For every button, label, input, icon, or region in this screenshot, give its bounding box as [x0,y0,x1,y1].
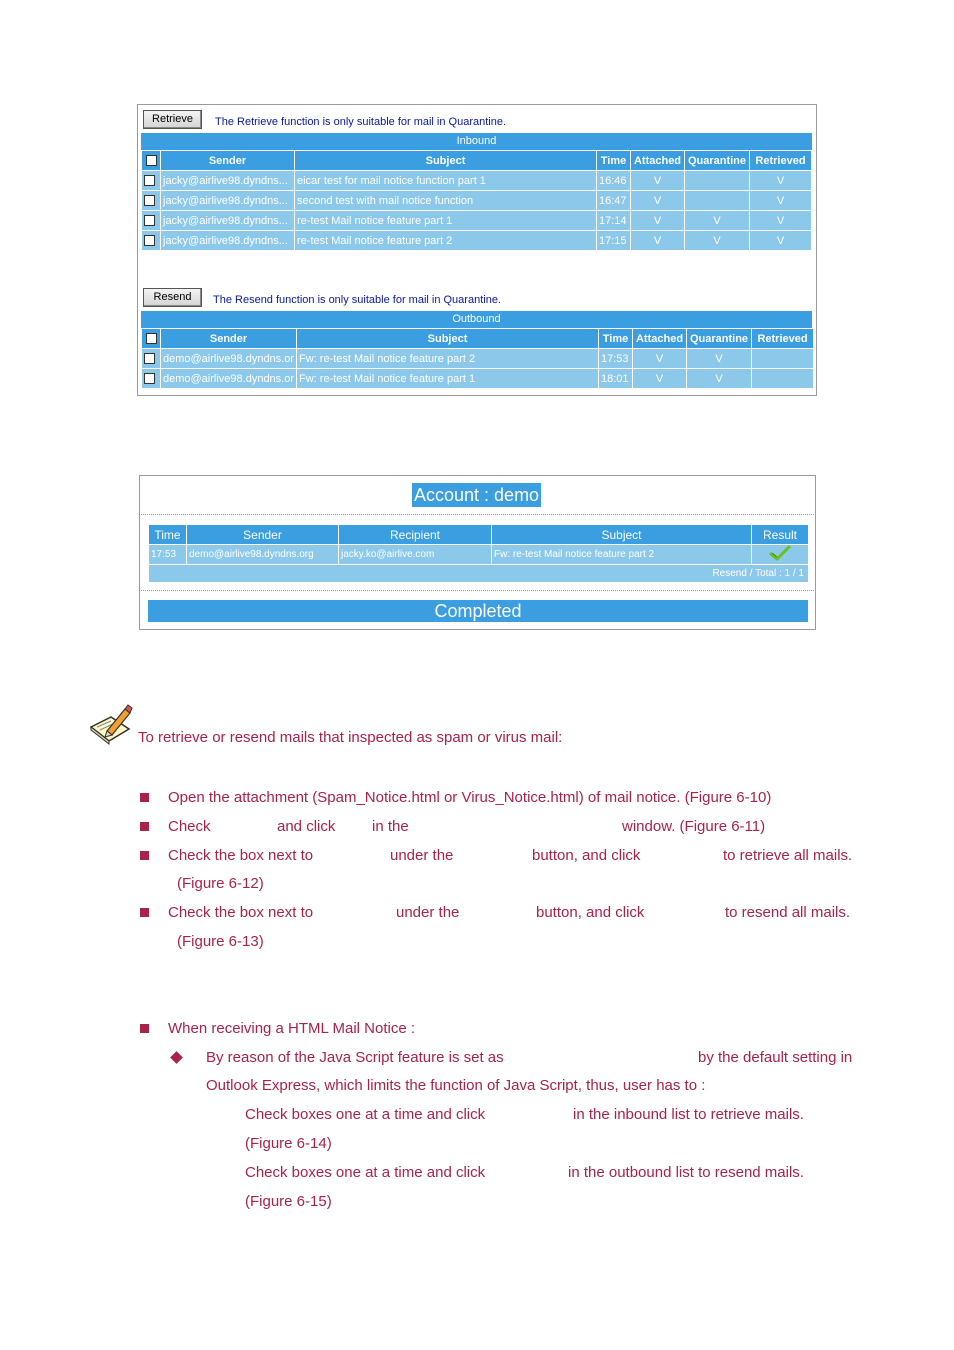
col-subject: Subject [295,151,597,171]
row-subject: eicar test for mail notice function part 1 [295,171,597,191]
intro-text: To retrieve or resend mails that inspected as spam or virus mail: [138,729,563,746]
row-subject: Fw: re-test Mail notice feature part 2 [492,545,752,565]
step-retrieve-figure-ref: (Figure 6-12) [177,875,264,892]
row-time: 16:47 [597,191,631,211]
row-retrieved: V [750,191,812,211]
completed-status: Completed [148,600,808,622]
row-quarantine [685,191,750,211]
resend-total: Resend / Total : 1 / 1 [149,565,809,583]
col-retrieved: Retrieved [752,329,814,349]
row-quarantine: V [685,231,750,251]
col-time: Time [149,525,187,545]
row-retrieved: V [750,231,812,251]
row-retrieved: V [750,211,812,231]
java-script-note: By reason of the Java Script feature is set as [206,1049,504,1066]
note-pencil-icon [89,703,133,745]
step-retrieve-text: button, and click [532,847,641,864]
row-checkbox[interactable] [142,349,161,369]
row-retrieved [752,369,814,389]
col-time: Time [599,329,633,349]
row-sender: jacky@airlive98.dyndns... [161,171,295,191]
resend-button[interactable]: Resend [143,288,202,307]
row-time: 17:53 [599,349,633,369]
result-cell [752,545,809,565]
row-checkbox[interactable] [142,191,161,211]
col-sender: Sender [187,525,339,545]
row-sender: jacky@airlive98.dyndns... [161,211,295,231]
select-all-outbound-checkbox[interactable] [142,329,161,349]
html-notice-heading: When receiving a HTML Mail Notice : [168,1020,416,1037]
col-time: Time [597,151,631,171]
row-attached: V [631,231,685,251]
col-sender: Sender [161,151,295,171]
row-retrieved: V [750,171,812,191]
step-retrieve-text: to retrieve all mails. [723,847,853,864]
col-result: Result [752,525,809,545]
step-check-text: window. (Figure 6-11) [622,818,766,835]
checkbox[interactable] [144,373,155,384]
col-recipient: Recipient [339,525,492,545]
checkbox[interactable] [144,195,155,206]
divider [141,590,814,591]
col-subject: Subject [297,329,599,349]
account-title: Account : demo [414,485,540,505]
row-sender: demo@airlive98.dyndns.or [161,369,297,389]
col-sender: Sender [161,329,297,349]
col-attached: Attached [631,151,685,171]
bullet-icon [140,851,149,860]
checkbox[interactable] [144,353,155,364]
col-subject: Subject [492,525,752,545]
java-script-note-line2: Outlook Express, which limits the function of Java Script, thus, user has to : [206,1077,706,1094]
bullet-icon [140,908,149,917]
step-check-text: in the [372,818,409,835]
inbound-instruction: in the inbound list to retrieve mails. [573,1106,804,1123]
row-attached: V [631,191,685,211]
row-attached: V [633,369,687,389]
table-row [142,171,812,191]
step-resend-text: under the [396,904,460,921]
row-sender: demo@airlive98.dyndns.org [187,545,339,565]
table-row [149,545,809,565]
row-time: 18:01 [599,369,633,389]
inbound-figure-ref: (Figure 6-14) [245,1135,332,1152]
resend-note: The Resend function is only suitable for mail in Quarantine. [213,294,501,306]
row-checkbox[interactable] [142,211,161,231]
table-footer-row [149,565,809,583]
step-resend-text: to resend all mails. [725,904,851,921]
step-check-text: Check [168,818,211,835]
checkbox[interactable] [144,215,155,226]
row-subject: re-test Mail notice feature part 1 [295,211,597,231]
outbound-instruction: Check boxes one at a time and click [245,1164,486,1181]
table-row [142,231,812,251]
row-subject: Fw: re-test Mail notice feature part 2 [297,349,599,369]
step-retrieve-text: under the [390,847,454,864]
inbound-title: Inbound [141,133,812,150]
divider [141,514,814,515]
outbound-figure-ref: (Figure 6-15) [245,1193,332,1210]
row-sender: jacky@airlive98.dyndns... [161,231,295,251]
col-retrieved: Retrieved [750,151,812,171]
row-quarantine: V [687,349,752,369]
row-subject: second test with mail notice function [295,191,597,211]
mail-notice-figure [137,104,817,396]
row-subject: re-test Mail notice feature part 2 [295,231,597,251]
row-time: 16:46 [597,171,631,191]
inbound-table [141,150,812,251]
col-quarantine: Quarantine [687,329,752,349]
row-subject: Fw: re-test Mail notice feature part 1 [297,369,599,389]
diamond-bullet-icon [170,1051,183,1064]
table-row [142,191,812,211]
table-row [142,211,812,231]
checkbox[interactable] [144,175,155,186]
row-checkbox[interactable] [142,369,161,389]
row-sender: demo@airlive98.dyndns.or [161,349,297,369]
col-attached: Attached [633,329,687,349]
row-quarantine: V [685,211,750,231]
checkbox[interactable] [144,235,155,246]
bullet-icon [140,1024,149,1033]
checkmark-icon [769,545,791,561]
step-open-attachment: Open the attachment (Spam_Notice.html or Virus_Notice.html) of mail notice. (Figure 6-10) [168,789,772,806]
step-retrieve-text: Check the box next to [168,847,314,864]
row-attached: V [631,211,685,231]
bullet-icon [140,793,149,802]
bullet-icon [140,822,149,831]
resend-result-table [148,524,809,583]
outbound-title: Outbound [141,311,812,328]
row-checkbox[interactable] [142,171,161,191]
row-checkbox[interactable] [142,231,161,251]
row-retrieved [752,349,814,369]
table-row [142,369,814,389]
step-resend-text: Check the box next to [168,904,314,921]
row-quarantine [685,171,750,191]
col-quarantine: Quarantine [685,151,750,171]
inbound-instruction: Check boxes one at a time and click [245,1106,486,1123]
row-attached: V [631,171,685,191]
step-resend-text: button, and click [536,904,645,921]
table-row [142,349,814,369]
row-time: 17:14 [597,211,631,231]
outbound-instruction: in the outbound list to resend mails. [568,1164,804,1181]
outbound-table [141,328,814,389]
step-check-text: and click [277,818,336,835]
row-time: 17:15 [597,231,631,251]
step-resend-figure-ref: (Figure 6-13) [177,933,264,950]
row-time: 17:53 [149,545,187,565]
resend-result-figure [139,475,816,630]
row-quarantine: V [687,369,752,389]
row-attached: V [633,349,687,369]
retrieve-note: The Retrieve function is only suitable for mail in Quarantine. [215,116,507,128]
select-all-inbound-checkbox[interactable] [142,151,161,171]
row-recipient: jacky.ko@airlive.com [339,545,492,565]
java-script-note: by the default setting in [698,1049,853,1066]
row-sender: jacky@airlive98.dyndns... [161,191,295,211]
retrieve-button[interactable]: Retrieve [143,110,202,129]
